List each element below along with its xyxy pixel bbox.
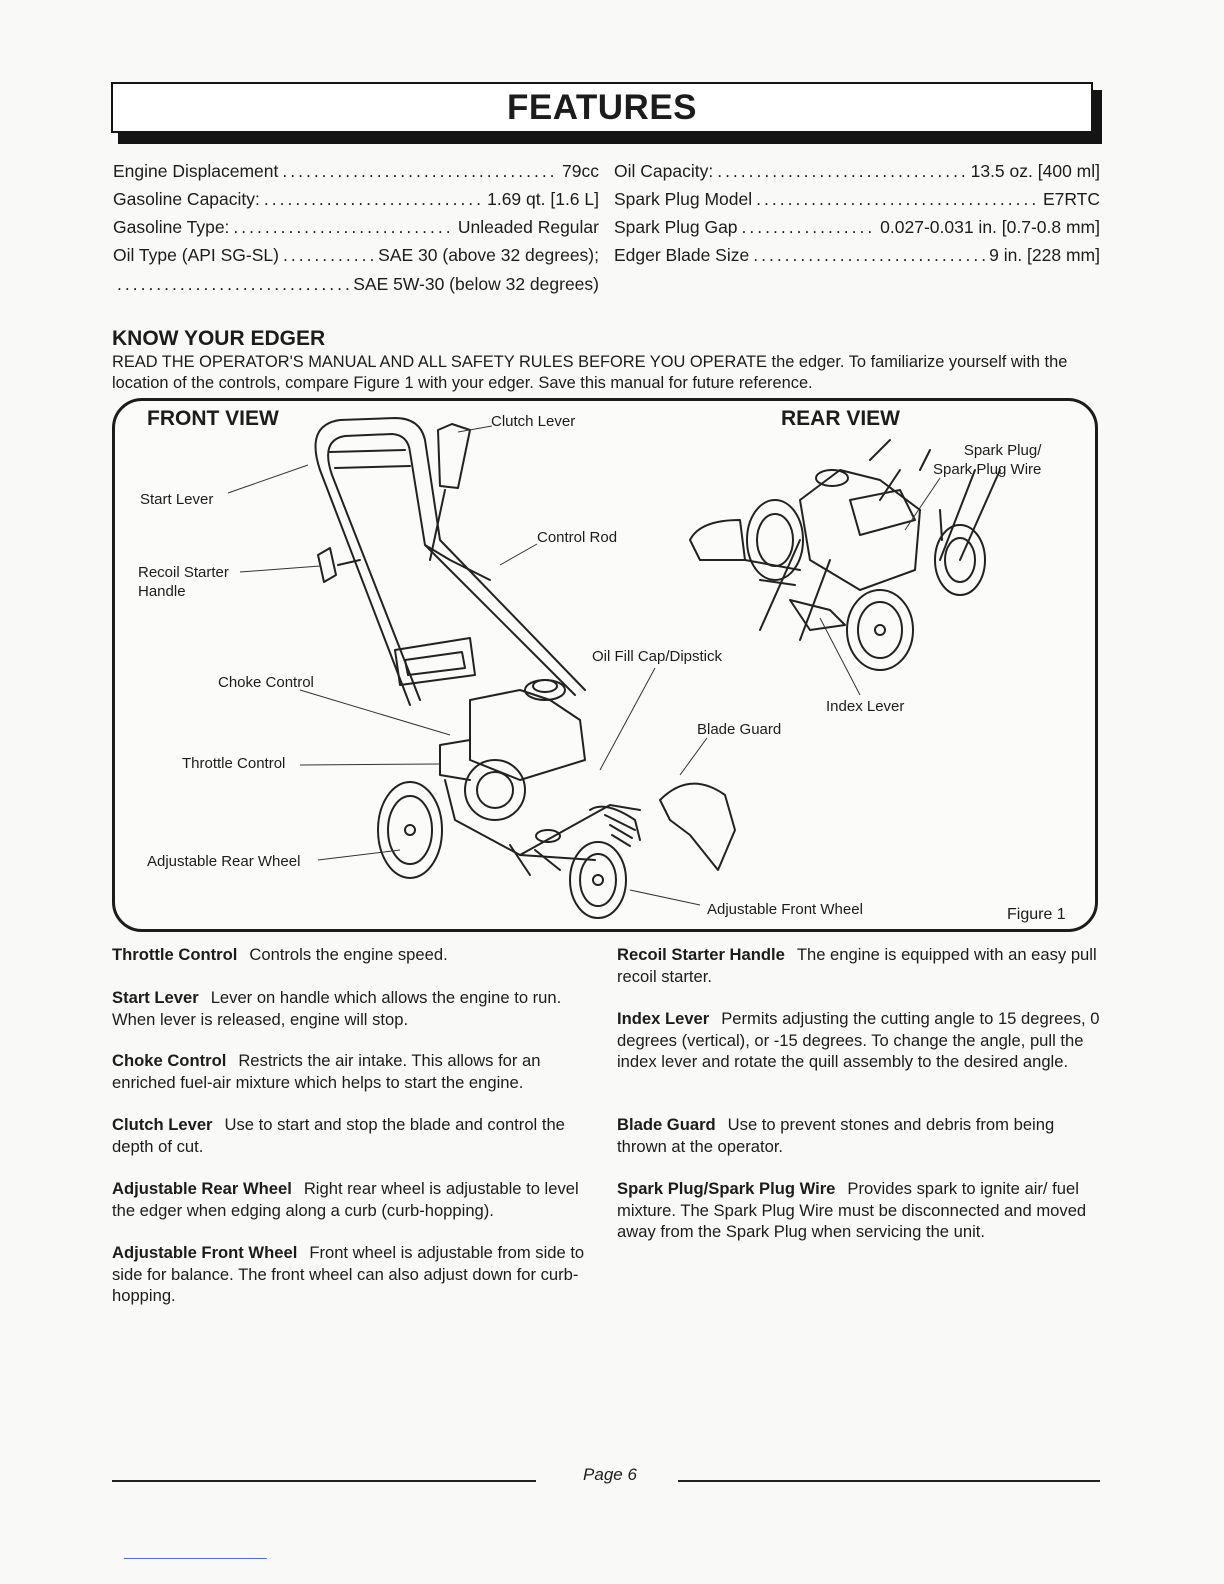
desc-term: Adjustable Front Wheel xyxy=(112,1243,298,1262)
footer-rule-right xyxy=(678,1480,1100,1482)
desc-term: Index Lever xyxy=(617,1009,710,1028)
desc-throttle-control xyxy=(112,944,602,966)
label-front-wheel: Adjustable Front Wheel xyxy=(707,901,863,918)
label-clutch-lever: Clutch Lever xyxy=(491,413,576,430)
spec-value: E7RTC xyxy=(1042,189,1100,209)
label-oil-fill: Oil Fill Cap/Dipstick xyxy=(592,648,723,665)
spec-value: Unleaded Regular xyxy=(457,217,599,237)
spec-value: SAE 5W-30 (below 32 degrees) xyxy=(353,274,599,294)
desc-term: Clutch Lever xyxy=(112,1115,213,1134)
label-choke-control: Choke Control xyxy=(218,674,314,691)
label-blade-guard: Blade Guard xyxy=(697,721,782,738)
label-throttle-control: Throttle Control xyxy=(182,755,286,772)
spec-label: Gasoline Type: xyxy=(113,217,230,237)
spec-value: 0.027-0.031 in. [0.7-0.8 mm] xyxy=(880,217,1100,237)
desc-term: Throttle Control xyxy=(112,945,238,964)
spec-value: 79cc xyxy=(562,161,599,181)
page-number: Page 6 xyxy=(583,1465,637,1484)
front-view-edger xyxy=(316,418,736,918)
desc-term: Blade Guard xyxy=(617,1115,716,1134)
spec-value: 9 in. [228 mm] xyxy=(989,245,1100,265)
spec-label: Oil Capacity: xyxy=(614,161,714,181)
label-index-lever: Index Lever xyxy=(826,698,905,715)
page-title: FEATURES xyxy=(506,88,698,127)
desc-text: Permits adjusting the cutting angle to 15 degrees, 0 degrees (vertical), or -15 degrees. To change the angle, pull the index lever and rotate the quill assembly to the desired angle. xyxy=(617,1009,1100,1071)
desc-term: Start Lever xyxy=(112,988,199,1007)
desc-text: Front wheel is adjustable from side to side for balance. The front wheel can also adjust down for curb-hopping. xyxy=(112,1243,585,1305)
desc-text: Lever on handle which allows the engine to run. When lever is released, engine will stop. xyxy=(112,988,562,1029)
spec-label: Gasoline Capacity: xyxy=(113,189,260,209)
desc-spark-plug xyxy=(617,1178,1105,1243)
desc-term: Choke Control xyxy=(112,1051,227,1070)
spec-label: Edger Blade Size xyxy=(614,245,750,265)
spec-label: Spark Plug Gap xyxy=(614,217,738,237)
desc-text: Restricts the air intake. This allows for an enriched fuel-air mixture which helps to start the engine. xyxy=(112,1051,541,1092)
desc-choke-control xyxy=(112,1050,602,1093)
desc-index-lever xyxy=(617,1008,1105,1073)
desc-term: Recoil Starter Handle xyxy=(617,945,785,964)
spec-label: Engine Displacement xyxy=(113,161,279,181)
desc-text: The engine is equipped with an easy pull recoil starter. xyxy=(617,945,1097,986)
rear-view-title: REAR VIEW xyxy=(781,407,901,430)
footer-rule-left xyxy=(112,1480,536,1482)
desc-text: Controls the engine speed. xyxy=(249,945,448,964)
label-spark-plug: Spark Plug/ Spark Plug Wire xyxy=(933,442,1042,478)
desc-text: Right rear wheel is adjustable to level the edger when edging along a curb (curb-hopping). xyxy=(112,1179,579,1220)
figure-caption: Figure 1 xyxy=(1007,906,1066,923)
desc-front-wheel xyxy=(112,1242,602,1307)
label-control-rod: Control Rod xyxy=(537,529,618,546)
leader-lines xyxy=(228,426,940,905)
desc-text: Use to start and stop the blade and control the depth of cut. xyxy=(112,1115,565,1156)
spec-value: 13.5 oz. [400 ml] xyxy=(970,161,1100,181)
desc-start-lever xyxy=(112,987,602,1030)
front-view-title: FRONT VIEW xyxy=(147,407,279,430)
spec-label: Oil Type (API SG-SL) xyxy=(113,245,279,265)
desc-text: Provides spark to ignite air/ fuel mixture. The Spark Plug Wire must be disconnected and moved away from the Spark Plug when servicing the unit. xyxy=(617,1179,1087,1241)
spec-value: SAE 30 (above 32 degrees); xyxy=(378,245,599,265)
desc-term: Adjustable Rear Wheel xyxy=(112,1179,292,1198)
desc-blade-guard xyxy=(617,1114,1105,1157)
desc-rear-wheel xyxy=(112,1178,602,1221)
label-recoil-starter: Recoil Starter Handle xyxy=(138,564,229,600)
desc-term: Spark Plug/Spark Plug Wire xyxy=(617,1179,836,1198)
label-rear-wheel: Adjustable Rear Wheel xyxy=(147,853,301,870)
desc-text: Use to prevent stones and debris from being thrown at the operator. xyxy=(617,1115,1055,1156)
spec-value: 1.69 qt. [1.6 L] xyxy=(487,189,599,209)
intro-paragraph: READ THE OPERATOR'S MANUAL AND ALL SAFETY RULES BEFORE YOU OPERATE the edger. To familiarize yourself with the location of the controls, compare Figure 1 with your edger. Save this manual for future reference. xyxy=(112,353,1068,392)
label-start-lever: Start Lever xyxy=(140,491,214,508)
section-heading: KNOW YOUR EDGER xyxy=(112,327,326,350)
desc-recoil-starter xyxy=(617,944,1105,987)
desc-clutch-lever xyxy=(112,1114,602,1157)
scan-mark xyxy=(124,1558,267,1559)
spec-label: Spark Plug Model xyxy=(614,189,753,209)
